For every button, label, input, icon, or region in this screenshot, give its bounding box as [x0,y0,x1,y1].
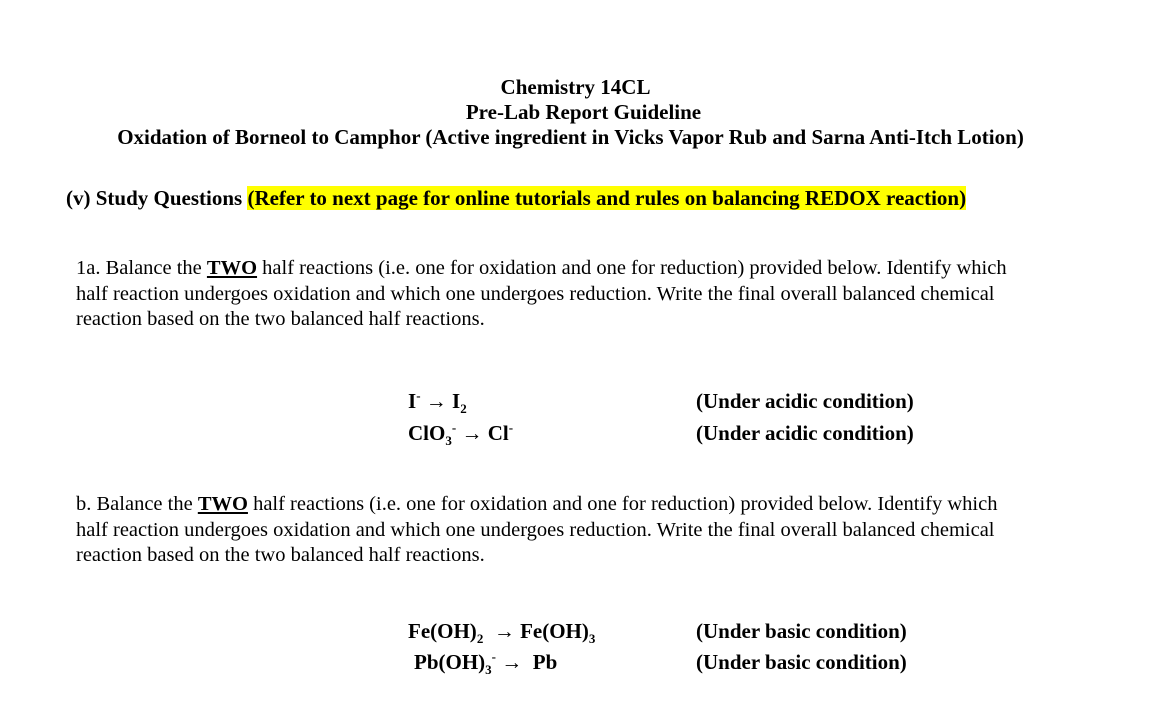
reaction-a1-product: I [452,389,461,413]
question-a-prefix: 1a. Balance the [76,257,207,279]
reaction-b2-reactant-charge: - [491,649,497,664]
question-b-text [76,492,1066,569]
reaction-a2-condition: (Under acidic condition) [696,421,914,445]
reaction-b1-reactant: Fe(OH) [408,619,477,643]
reaction-a2-arrow: → [456,421,488,445]
question-a-line-2: half reaction undergoes oxidation and which one undergoes reduction. Write the final overall balanced chemical [76,282,995,305]
question-a-line-3: reaction based on the two balanced half reactions. [76,308,485,330]
reaction-a2 [408,420,514,449]
reaction-a1-product-subscript: 2 [460,401,467,417]
section-label: (v) Study Questions [66,186,248,210]
reaction-b2-product: Pb [532,650,558,674]
reaction-b2-reactant: Pb(OH) [414,650,486,674]
reaction-b1-product-subscript: 3 [588,631,596,647]
reaction-a1 [408,388,467,417]
reaction-b2 [414,649,558,678]
experiment-title: Oxidation of Borneol to Camphor (Active ingredient in Vicks Vapor Rub and Sarna Anti-Itch Lotion) [117,125,1024,149]
question-b-line-3: reaction based on the two balanced half reactions. [76,544,485,566]
reaction-b2-condition: (Under basic condition) [696,650,907,674]
reaction-a2-reactant: ClO [408,421,446,445]
reaction-a1-reactant: I [408,389,417,413]
reaction-b2-reactant-subscript: 3 [485,662,492,678]
section-heading [66,185,966,211]
reaction-b2-arrow: → [496,650,533,674]
reaction-a2-reactant-subscript: 3 [445,433,452,449]
question-b-line-2: half reaction undergoes oxidation and which one undergoes reduction. Write the final overall balanced chemical [76,518,995,541]
reaction-a1-reactant-charge: - [416,388,421,403]
reaction-a2-product: Cl [487,421,509,445]
question-a-line-1-rest: half reactions (i.e. one for oxidation and one for reduction) provided below. Identify which [257,257,1007,279]
reaction-b1-reactant-subscript: 2 [476,631,484,647]
question-a-text [76,256,1066,333]
reaction-b1-arrow: → [483,619,521,643]
reaction-a1-arrow: → [420,389,453,413]
reaction-b1 [408,618,596,647]
question-b-prefix: b. Balance the [76,493,198,515]
reaction-a2-product-charge: - [508,420,514,435]
question-b-emphasis: TWO [197,493,248,515]
course-title: Chemistry 14CL [500,75,651,99]
reaction-b1-condition: (Under basic condition) [696,619,907,643]
question-b-line-1 [76,492,1066,518]
question-a-line-1 [76,256,1066,282]
reaction-a1-condition: (Under acidic condition) [696,389,914,413]
question-b-line-1-rest: half reactions (i.e. one for oxidation and one for reduction) provided below. Identify which [247,493,998,515]
question-a-emphasis: TWO [206,257,258,279]
reaction-b1-product: Fe(OH) [520,619,589,643]
document-subtitle: Pre-Lab Report Guideline [465,100,702,124]
highlighted-note: (Refer to next page for online tutorials and rules on balancing REDOX reaction) [247,186,967,210]
reaction-a2-reactant-charge: - [451,420,457,435]
